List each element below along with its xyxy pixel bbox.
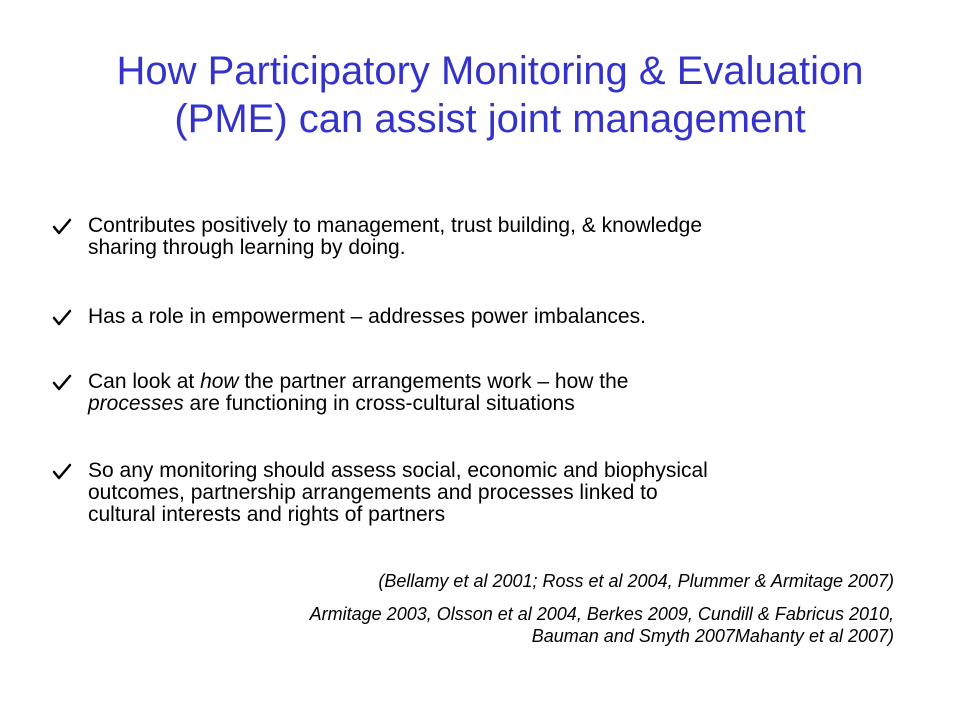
bullet-3-line-2-emphasis: processes [88, 392, 184, 415]
bullet-item-2 [88, 306, 908, 328]
bullet-4-line-3: cultural interests and rights of partners [88, 503, 446, 526]
bullet-3-line-1-emphasis: how [200, 370, 239, 393]
bullet-3-line-2-suffix: are functioning in cross-cultural situations [183, 392, 575, 415]
citation-1 [94, 570, 894, 592]
check-mark-icon [50, 307, 74, 329]
bullet-item-1 [88, 215, 908, 259]
bullet-item-3 [88, 371, 908, 415]
title-line-2: (PME) can assist joint management [174, 97, 806, 141]
citation-line-1: (Bellamy et al 2001; Ross et al 2004, Plummer & Armitage 2007) [378, 571, 894, 591]
bullet-1-line-1: Contributes positively to management, trust building, & knowledge [88, 214, 703, 237]
bullet-4-line-1: So any monitoring should assess social, economic and biophysical [88, 459, 708, 482]
bullet-3-line-1-prefix: Can look at [88, 370, 201, 393]
citation-2 [94, 603, 894, 647]
bullet-1-line-2: sharing through learning by doing. [88, 236, 406, 259]
bullet-item-4 [88, 460, 908, 526]
check-mark-icon [50, 372, 74, 394]
bullet-3-line-1-suffix: the partner arrangements work – how the [238, 370, 629, 393]
title-line-1: How Participatory Monitoring & Evaluation [116, 49, 864, 93]
citation-line-2: Armitage 2003, Olsson et al 2004, Berkes 2009, Cundill & Fabricus 2010, [309, 604, 894, 624]
bullet-4-line-2: outcomes, partnership arrangements and processes linked to [88, 481, 658, 504]
citation-line-3: Bauman and Smyth 2007Mahanty et al 2007) [531, 626, 894, 646]
check-mark-icon [50, 461, 74, 483]
check-mark-icon [50, 216, 74, 238]
bullet-2-line-1: Has a role in empowerment – addresses power imbalances. [88, 305, 646, 328]
